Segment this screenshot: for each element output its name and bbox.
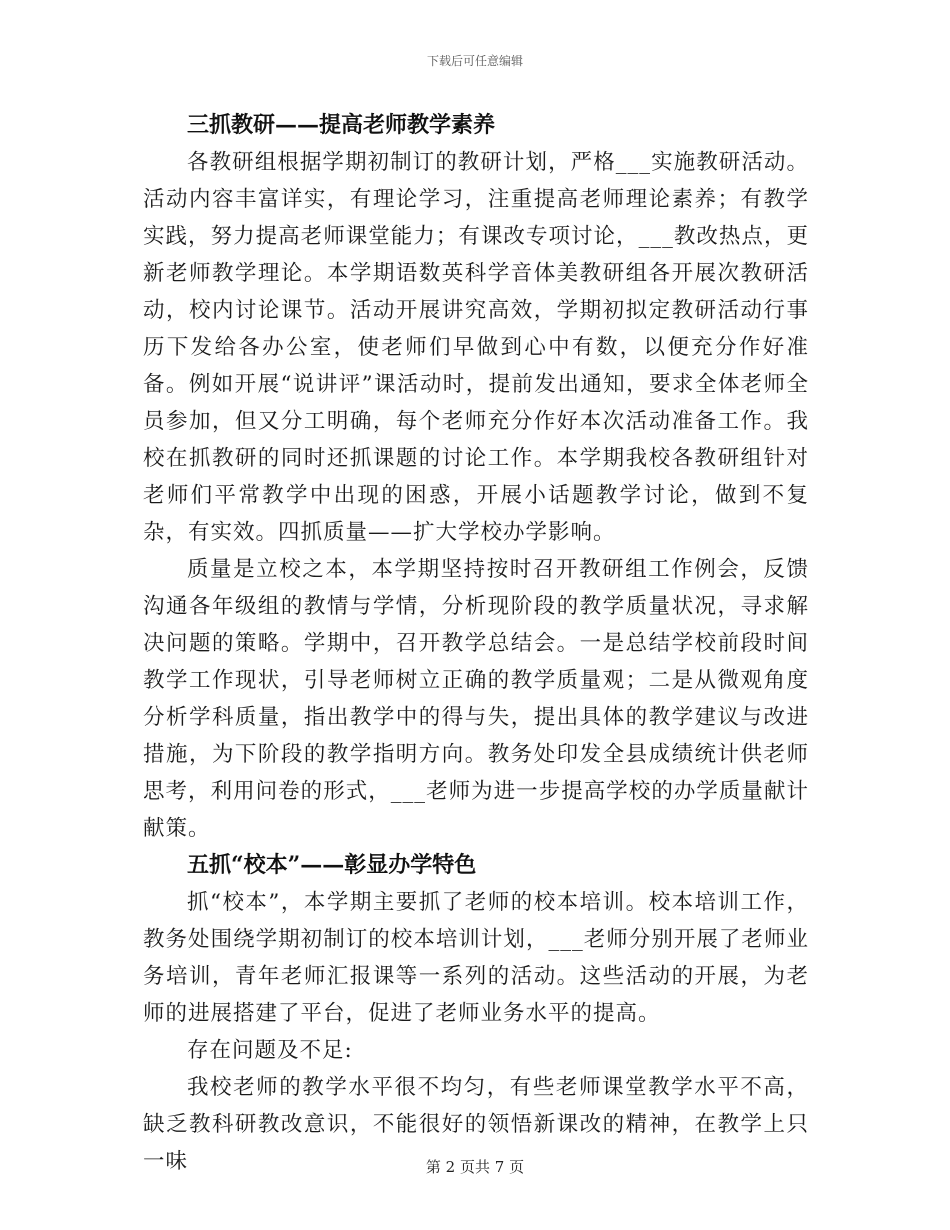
- document-body: [143, 107, 809, 1180]
- page-number: 第 2 页共 7 页: [425, 1158, 525, 1176]
- paragraph-problems-body: 我校老师的教学水平很不均匀，有些老师课堂教学水平不高，缺乏教科研教改意识，不能很好的领悟新课改的精神，在教学上只一味: [143, 1075, 809, 1174]
- paragraph-quality: 质量是立校之本，本学期坚持按时召开教研组工作例会，反馈沟通各年级组的教情与学情，分析现阶段的教学质量状况，寻求解决问题的策略。学期中，召开教学总结会。一是总结学校前段时间教学工作现状，引导老师树立正确的教学质量观；二是从微观角度分析学科质量，指出教学中的得与失，提出具体的教学建议与改进措施，为下阶段的教学指明方向。教务处印发全县成绩统计供老师思考，利用问卷的形式，___老师为进一步提高学校的办学质量献计献策。: [143, 557, 809, 841]
- page-header-note: 下载后可任意编辑: [426, 54, 523, 68]
- paragraph-problems-title: 存在问题及不足:: [187, 1038, 353, 1063]
- section-heading-teaching-research: 三抓教研——提高老师教学素养: [187, 112, 496, 138]
- paragraph-school-based-training: 抓“校本”，本学期主要抓了老师的校本培训。校本培训工作，教务处围绕学期初制订的校本培训计划，___老师分别开展了老师业务培训，青年老师汇报课等一系列的活动。这些活动的开展，为老师的进展搭建了平台，促进了老师业务水平的提高。: [143, 890, 809, 1026]
- section-heading-school-based: 五抓“校本”——彰显办学特色: [187, 852, 477, 878]
- paragraph-teaching-research: 各教研组根据学期初制订的教研计划，严格___实施教研活动。活动内容丰富详实，有理论学习，注重提高老师理论素养；有教学实践，努力提高老师课堂能力；有课改专项讨论，___教改热点，更新老师教学理论。本学期语数英科学音体美教研组各开展次教研活动，校内讨论课节。活动开展讲究高效，学期初拟定教研活动行事历下发给各办公室，使老师们早做到心中有数，以便充分作好准备。例如开展“说讲评”课活动时，提前发出通知，要求全体老师全员参加，但又分工明确，每个老师充分作好本次活动准备工作。我校在抓教研的同时还抓课题的讨论工作。本学期我校各教研组针对老师们平常教学中出现的困惑，开展小话题教学讨论，做到不复杂，有实效。四抓质量——扩大学校办学影响。: [143, 150, 809, 545]
